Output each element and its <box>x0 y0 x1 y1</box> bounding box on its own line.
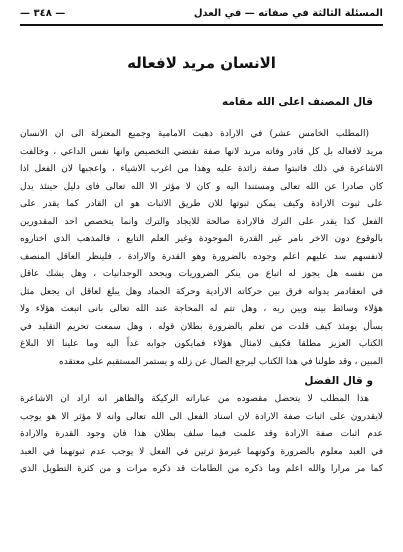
text-line: الكتاب العزيز مطلقا فكيف لامثال هؤلاء فمايكون جوابه غداً اليه وما علينا الا البلاغ <box>20 339 383 349</box>
text-line: عدم اثبات صفة الارادة وقد علمت فيما سلف بطلان هذا فان وجود القدرة والارادة <box>20 429 383 439</box>
page-number: — ٣٤٨ — <box>20 8 66 19</box>
text-line: الفعل كذا يقدر على الترك فالارادة صالحة للايجاد والترك وانما يتخصص احد المقدورين <box>20 216 383 227</box>
text-line: بالوقوع دون الاخر بامر غير القدرة الموجودة وغير العلم التابع ، فالمذهب الذي اختاروه <box>20 234 383 244</box>
text-line: في العبد معلوم بالضرورة وكونهما غيرمؤ ثرتين في الفعل لا يوجب عدم ثبوتهما في العبد <box>20 446 383 457</box>
commentator-heading: و قال الفضل <box>304 375 373 387</box>
text-line: لانفسهم سد عليهم اعلم وجوده بالضرورة وهو القدرة والارادة ، فلينظر العاقل المنصف <box>20 251 383 262</box>
text-line: كما مر مرارا والله اعلم وما ذكره من الطامات قد ذكره مرات و من كثرة التطويل الذي <box>20 464 383 474</box>
text-line: يسأل يومئذ كيف قلدت من تعلم بالضرورة بطلان قوله ، وهل سمعت تحريم التقليد في <box>20 321 383 332</box>
paragraph-author <box>20 126 383 371</box>
text-line: من نفسه هل يجوز له اتباع من ينكر الضروريات ويجحد الوجدانيات ، وهل يشك عاقل <box>20 269 383 279</box>
text-line: (المطلب الخامس عشر) في الارادة ذهبت الامامية وجميع المعتزلة الى ان الانسان <box>20 129 369 139</box>
section-title: الانسان مريد لافعاله <box>127 54 276 72</box>
text-line: على ثبوت الارادة وكيف يمكن ثبوتها للان طريق الاثبات هو ان القادر كما يقدر على <box>20 199 383 209</box>
running-header <box>20 6 383 22</box>
header-rule <box>20 24 383 26</box>
text-line: كان صادرا عن الله تعالى ومستندا اليه و كان لا مؤثر الا الله تعالى فاى دليل حينئذ يدل <box>20 181 383 192</box>
text-line: لايقدرون على اثبات صفة الارادة لان اسناد الفعل الى الله تعالى وانه لا مؤثر الا هو يوجب <box>20 411 383 422</box>
author-heading: قال المصنف اعلى الله مقامه <box>221 96 373 108</box>
text-line: المبين ، وقد طولنا في هذا الكتاب ليرجع الضال عن زلله و يستمر المستقيم على معتقده <box>58 356 383 367</box>
text-line: في انعقادمر يدواته فرق بين حركاته الارادية وحركة الجماد وهل يبلغ لعاقل ان يجعل مثل <box>20 286 383 297</box>
text-line: هذا المطلب لا يتحصل مقصوده من عباراته الركيكة والظاهر انه اراد ان الاشاعرة <box>20 394 369 404</box>
text-line: مريد لافعاله بل كل قادر وفاته مريد لانها صفة تقتضي التخصيص وانها نفس الداعي ، وخالفت <box>20 146 383 157</box>
text-line: الاشاعرة في ذلك فاثبتوا صفة زائدة عليه وهذا من اغرب الاشياء ، واعجبها لان الفعل اذا <box>20 164 383 174</box>
paragraph-commentator <box>20 391 383 479</box>
text-line: هؤلاء وسائط بينه وبين ربه ، وهل تتم له المحاجة عند الله تعالى بانى اتبعت هؤلاء ولا <box>20 304 383 314</box>
running-title: المسئلة الثالثة في صفاته — في العدل <box>193 8 383 19</box>
